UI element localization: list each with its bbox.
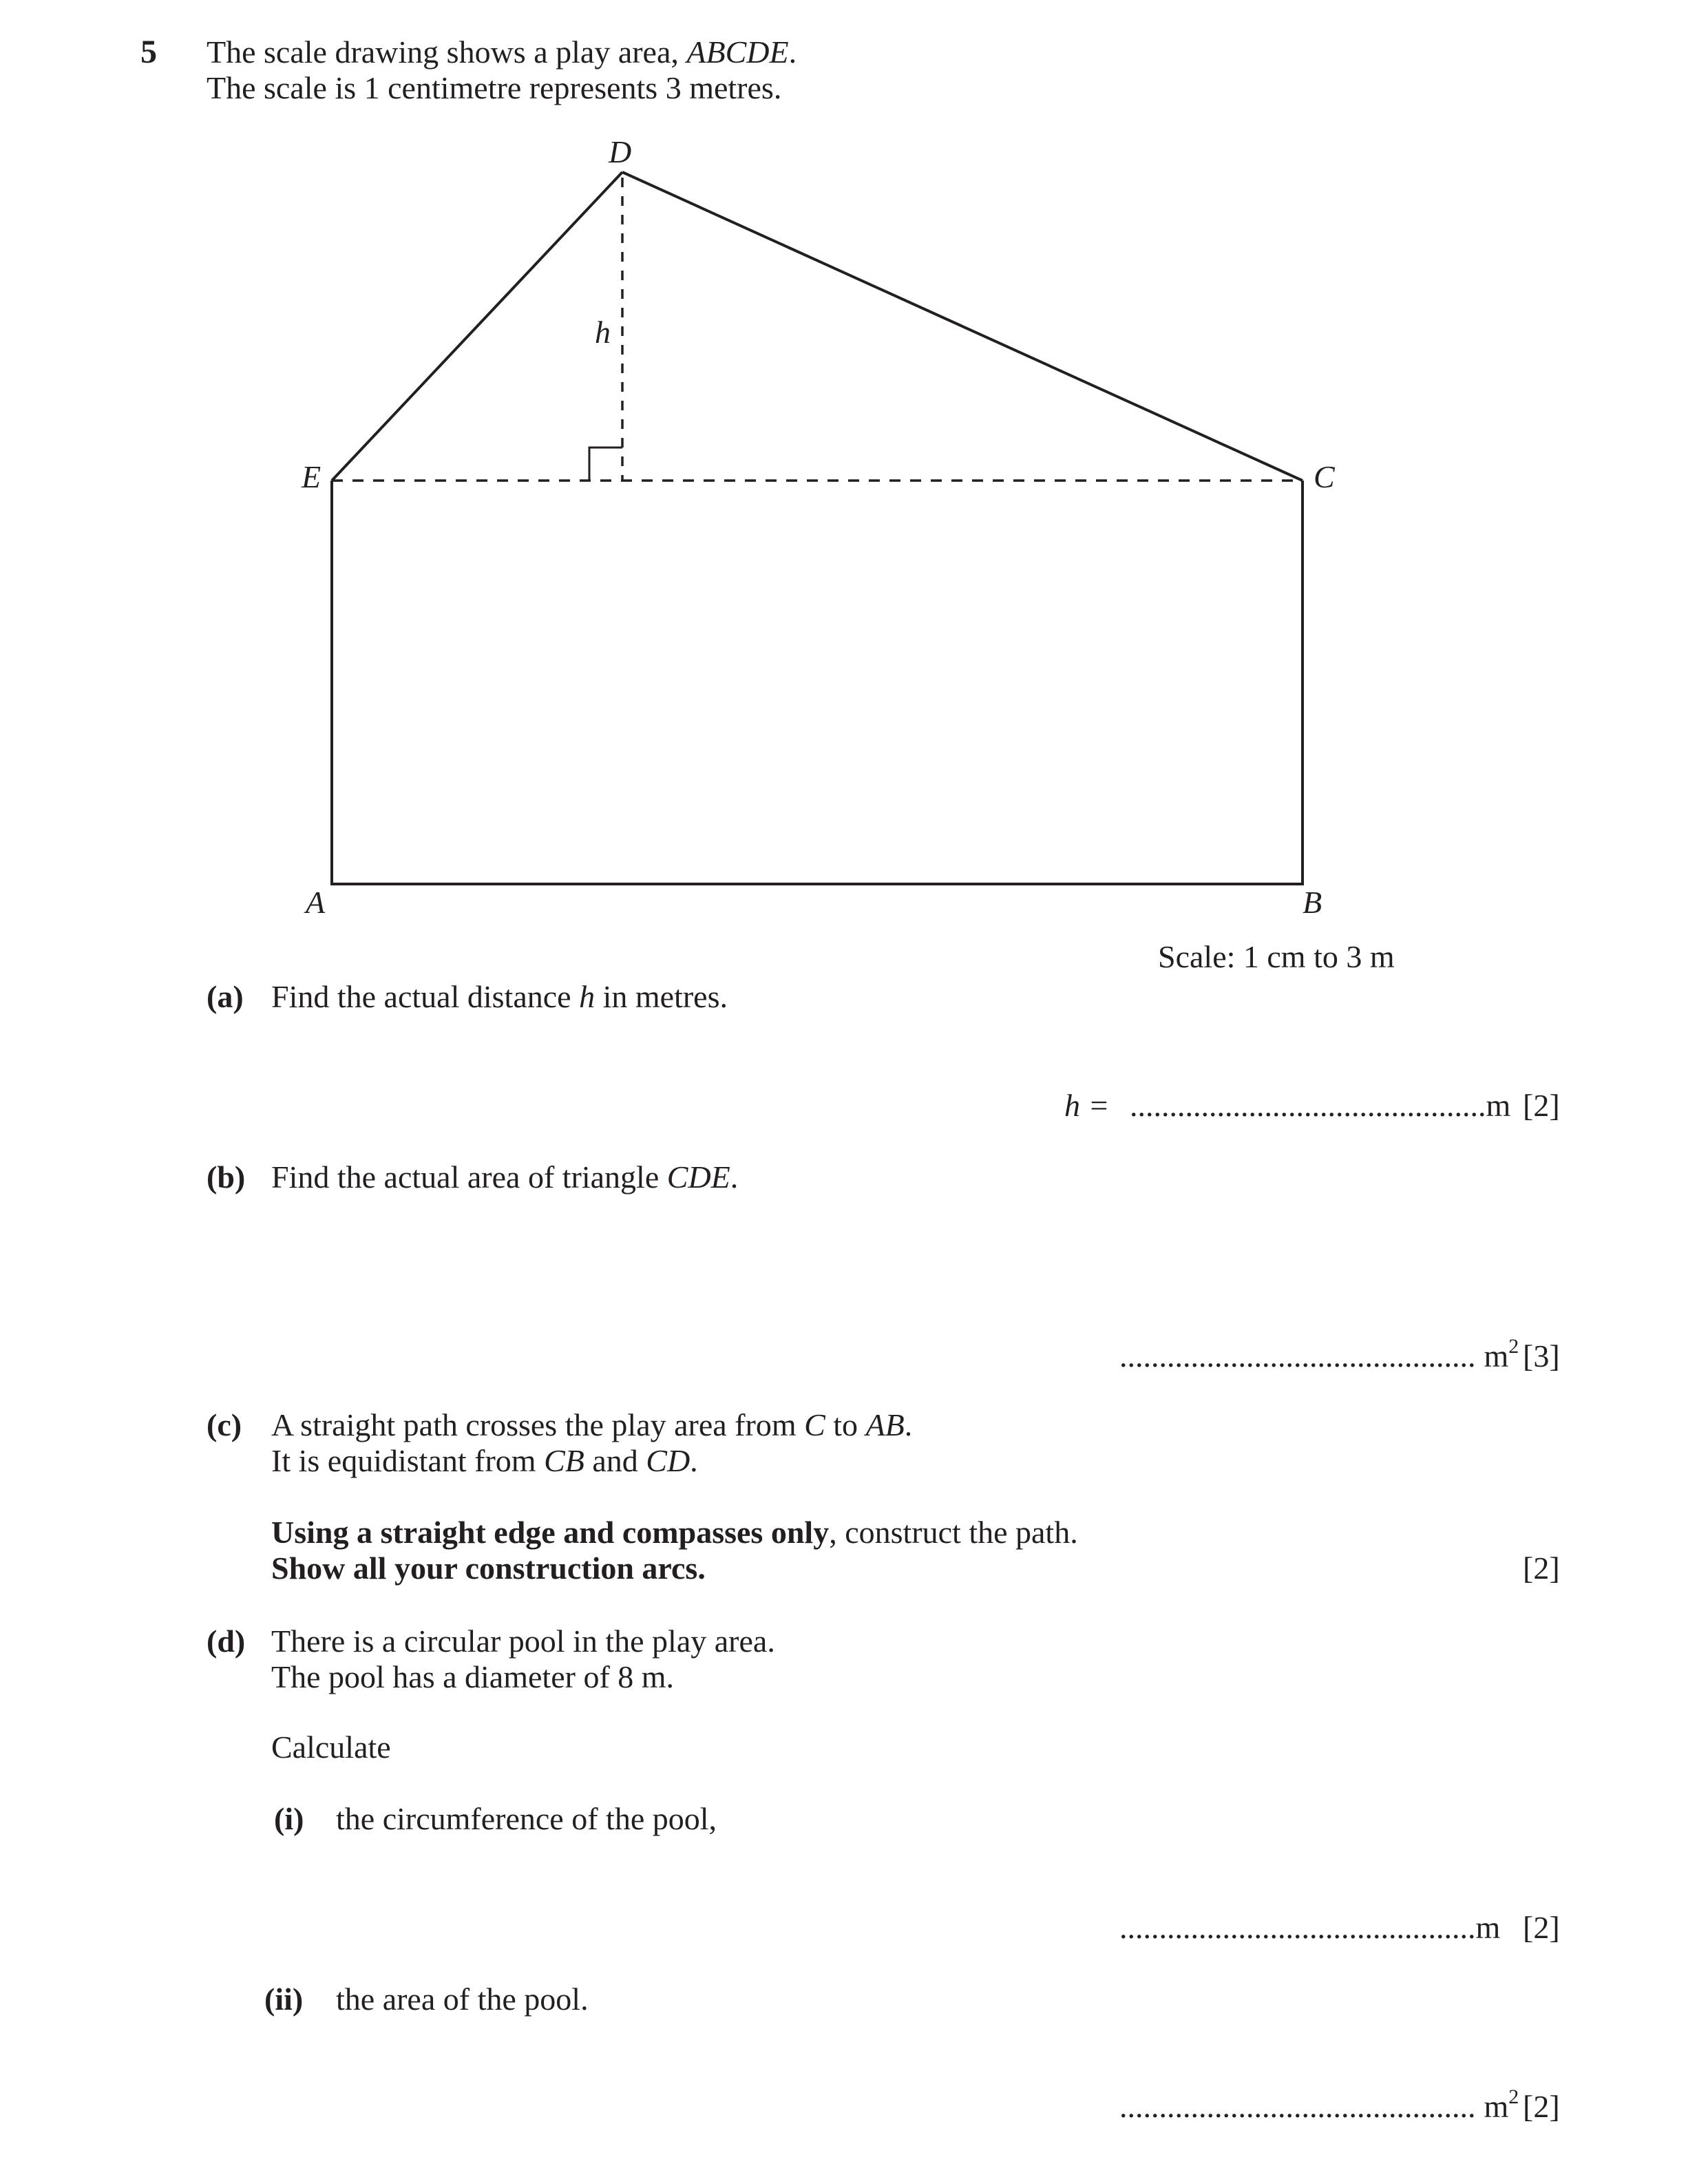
- part-c-side-AB: AB: [865, 1407, 905, 1442]
- part-a-marks: [2]: [1523, 1088, 1560, 1123]
- part-a-answer-prefix: h =: [1064, 1088, 1118, 1123]
- part-c-line2: [271, 1443, 698, 1479]
- part-c-line1-mid: to: [825, 1407, 866, 1442]
- vertex-label-C: C: [1314, 459, 1335, 494]
- part-c-side-CB: CB: [544, 1443, 584, 1478]
- part-d-ii-unit-power: 2: [1508, 2085, 1519, 2108]
- part-b-text-start: Find the actual area of triangle: [271, 1159, 667, 1195]
- part-a-answer-unit: m: [1486, 1088, 1511, 1123]
- part-d-label: (d): [207, 1623, 246, 1659]
- part-d-i-label: (i): [274, 1801, 304, 1836]
- part-a-answer-line: [1064, 1088, 1510, 1124]
- intro-punct: .: [788, 34, 797, 70]
- part-b-text: [271, 1159, 738, 1195]
- part-d-ii-answer-field[interactable]: .............................................: [1119, 2089, 1476, 2124]
- intro-shape-name: ABCDE: [686, 34, 789, 70]
- part-b-answer-field[interactable]: .............................................: [1119, 1338, 1476, 1374]
- part-a-text: [271, 979, 728, 1015]
- part-b-triangle-name: CDE: [666, 1159, 730, 1195]
- scale-drawing: [0, 0, 1708, 978]
- part-c-line2-start: It is equidistant from: [271, 1443, 545, 1478]
- edge-DC: [622, 172, 1303, 481]
- part-d-i-marks: [2]: [1523, 1910, 1560, 1945]
- part-d-ii-label: (ii): [264, 1981, 304, 2017]
- vertex-label-E: E: [302, 459, 321, 494]
- part-a-text-start: Find the actual distance: [271, 979, 580, 1014]
- height-label: h: [595, 315, 611, 350]
- part-c-instruction2: Show all your construction arcs.: [271, 1550, 706, 1586]
- part-b-marks: [3]: [1523, 1338, 1560, 1374]
- part-c-line2-end: .: [690, 1443, 698, 1478]
- edge-ED: [332, 172, 622, 481]
- scale-label: Scale: 1 cm to 3 m: [1158, 939, 1395, 974]
- part-c-label: (c): [207, 1407, 242, 1442]
- part-a-answer-field[interactable]: .............................................: [1130, 1088, 1486, 1123]
- vertex-label-D: D: [609, 134, 632, 169]
- part-c-line2-mid: and: [584, 1443, 646, 1478]
- part-b-answer-unit: m: [1484, 1338, 1509, 1374]
- part-c-instruction: [271, 1515, 1078, 1550]
- part-b-unit-power: 2: [1508, 1335, 1519, 1358]
- right-angle-marker: [589, 448, 622, 481]
- vertex-label-A: A: [306, 885, 326, 920]
- intro-text: The scale drawing shows a play area,: [207, 34, 687, 70]
- part-c-instruction-rest: , construct the path.: [829, 1515, 1078, 1550]
- part-d-line2: The pool has a diameter of 8 m.: [271, 1659, 675, 1694]
- part-d-i-answer-field[interactable]: .............................................: [1119, 1910, 1476, 1945]
- part-d-i-answer-unit: m: [1475, 1910, 1501, 1945]
- question-number: 5: [140, 34, 157, 70]
- part-d-ii-answer-line: [1119, 2085, 1519, 2125]
- part-c-instruction-bold: Using a straight edge and compasses only: [271, 1515, 830, 1550]
- vertex-label-B: B: [1303, 885, 1322, 920]
- part-c-line1-start: A straight path crosses the play area from: [271, 1407, 805, 1442]
- part-d-i-text: the circumference of the pool,: [336, 1801, 717, 1836]
- part-d-line1: There is a circular pool in the play area.: [271, 1623, 775, 1659]
- part-c-marks: [2]: [1523, 1550, 1560, 1586]
- part-b-text-end: .: [730, 1159, 739, 1195]
- part-d-ii-marks: [2]: [1523, 2089, 1560, 2124]
- part-d-calculate: Calculate: [271, 1729, 391, 1765]
- part-a-variable: h: [579, 979, 595, 1014]
- part-c-line1-end: .: [904, 1407, 913, 1442]
- part-a-label: (a): [207, 979, 244, 1014]
- question-intro-line2: The scale is 1 centimetre represents 3 metres.: [207, 70, 782, 105]
- part-c-point-C: C: [804, 1407, 825, 1442]
- part-d-ii-text: the area of the pool.: [336, 1981, 589, 2017]
- part-b-answer-line: [1119, 1335, 1519, 1374]
- part-b-label: (b): [207, 1159, 246, 1195]
- part-d-i-answer-line: [1119, 1910, 1500, 1946]
- part-d-ii-answer-unit: m: [1484, 2089, 1509, 2124]
- part-a-text-end: in metres.: [595, 979, 728, 1014]
- part-c-line1: [271, 1407, 912, 1443]
- part-c-side-CD: CD: [646, 1443, 690, 1478]
- rectangle-outline: [332, 481, 1303, 884]
